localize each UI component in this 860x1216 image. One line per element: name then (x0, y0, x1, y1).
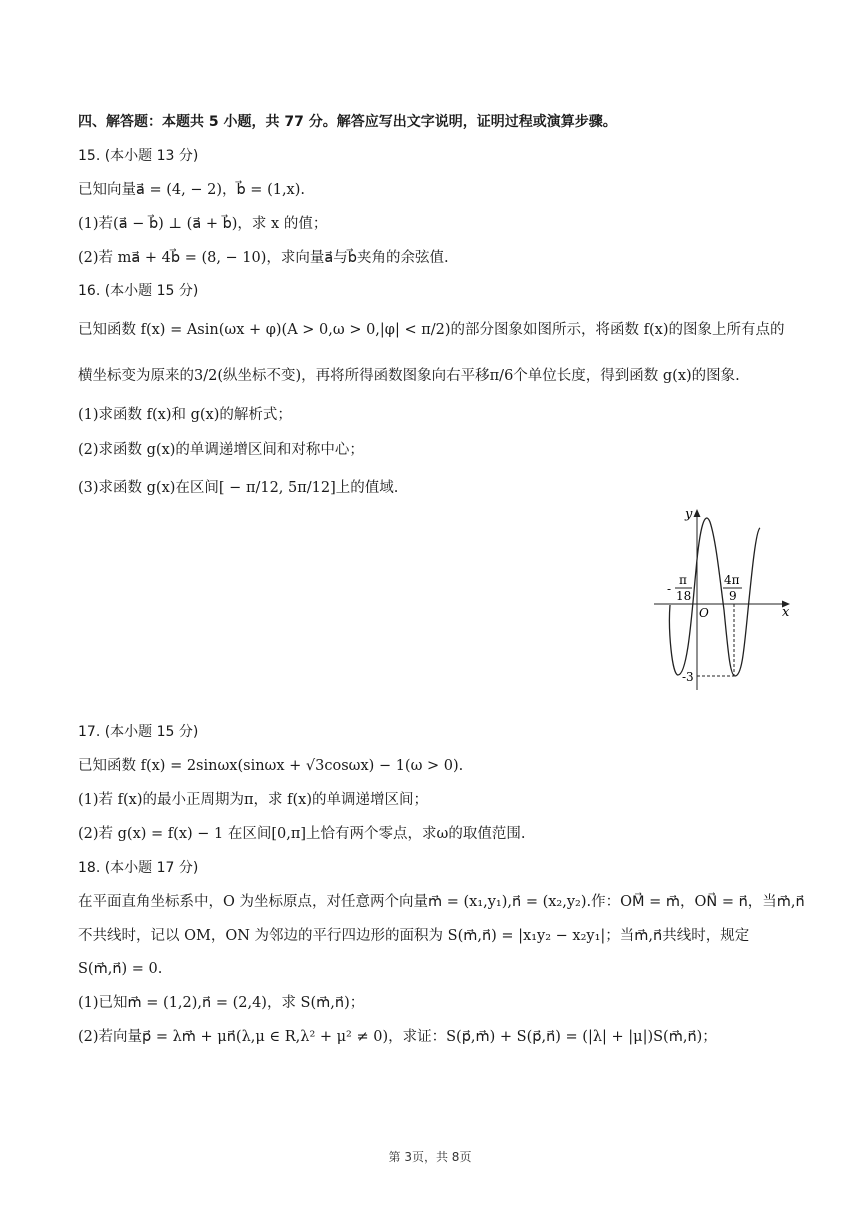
problem-15-header: 15. (本小题 13 分) (78, 148, 199, 164)
tick-label-right-num: 4π (724, 573, 740, 587)
problem-17-header: 17. (本小题 15 分) (78, 724, 199, 740)
problem-17-line: 已知函数 f(x) = 2sinωx(sinωx + √3cosωx) − 1(ω > 0). (78, 758, 464, 774)
problem-16-header: 16. (本小题 15 分) (78, 283, 199, 299)
problem-16-line: (3)求函数 g(x)在区间[ − π/12, 5π/12]上的值域. (78, 480, 399, 496)
problem-16-line: 横坐标变为原来的3/2(纵坐标不变)，再将所得函数图象向右平移π/6个单位长度，得到函数 g(x)的图象. (78, 368, 740, 384)
problem-18-line: (2)若向量p⃗ = λm⃗ + μn⃗(λ,μ ∈ R,λ² + μ² ≠ 0)，求证：S(p⃗,m⃗) + S(p⃗,n⃗) = (|λ| + |μ|)S(m⃗,n⃗)； (78, 1029, 717, 1045)
problem-16-line: (1)求函数 f(x)和 g(x)的解析式； (78, 407, 292, 423)
problem-18-line: 在平面直角坐标系中，O 为坐标原点，对任意两个向量m⃗ = (x₁,y₁),n⃗ = (x₂,y₂).作：OM⃗ = m⃗，ON⃗ = n⃗，当m⃗,n⃗ (78, 894, 805, 910)
page-footer: 第 3页，共 8页 (388, 1150, 472, 1164)
tick-label-left-den: 18 (676, 589, 692, 603)
problem-18-line: S(m⃗,n⃗) = 0. (78, 961, 163, 977)
problem-16-line: 已知函数 f(x) = Asin(ωx + φ)(A > 0,ω > 0,|φ| < π/2)的部分图象如图所示，将函数 f(x)的图象上所有点的 (78, 322, 785, 338)
function-graph (640, 500, 800, 700)
problem-18-line: (1)已知m⃗ = (1,2),n⃗ = (2,4)，求 S(m⃗,n⃗)； (78, 995, 365, 1011)
problem-17-line: (2)若 g(x) = f(x) − 1 在区间[0,π]上恰有两个零点，求ω的取值范围. (78, 826, 526, 842)
section-title: 四、解答题：本题共 5 小题，共 77 分。解答应写出文字说明，证明过程或演算步骤。 (78, 114, 617, 130)
tick-label-right-den: 9 (729, 589, 737, 603)
tick-label-left-num: π (679, 573, 687, 587)
y-axis-label: y (685, 507, 693, 522)
y-axis-arrow (694, 509, 701, 517)
problem-15-line: (2)若 ma⃗ + 4b⃗ = (8, − 10)，求向量a⃗与b⃗夹角的余弦值. (78, 250, 449, 266)
problem-15-line: (1)若(a⃗ − b⃗) ⊥ (a⃗ + b⃗)，求 x 的值； (78, 216, 328, 232)
x-axis-label: x (782, 605, 790, 620)
origin-label: O (699, 606, 709, 620)
min-value-label: -3 (682, 670, 694, 684)
problem-17-line: (1)若 f(x)的最小正周期为π，求 f(x)的单调递增区间； (78, 792, 429, 808)
problem-15-line: 已知向量a⃗ = (4, − 2)，b⃗ = (1,x). (78, 182, 306, 198)
problem-18-header: 18. (本小题 17 分) (78, 860, 199, 876)
problem-16-line: (2)求函数 g(x)的单调递增区间和对称中心； (78, 442, 364, 458)
tick-label-left-sign: - (667, 582, 672, 596)
problem-18-line: 不共线时，记以 OM，ON 为邻边的平行四边形的面积为 S(m⃗,n⃗) = |x₁y₂ − x₂y₁|；当m⃗,n⃗共线时，规定 (78, 928, 750, 944)
